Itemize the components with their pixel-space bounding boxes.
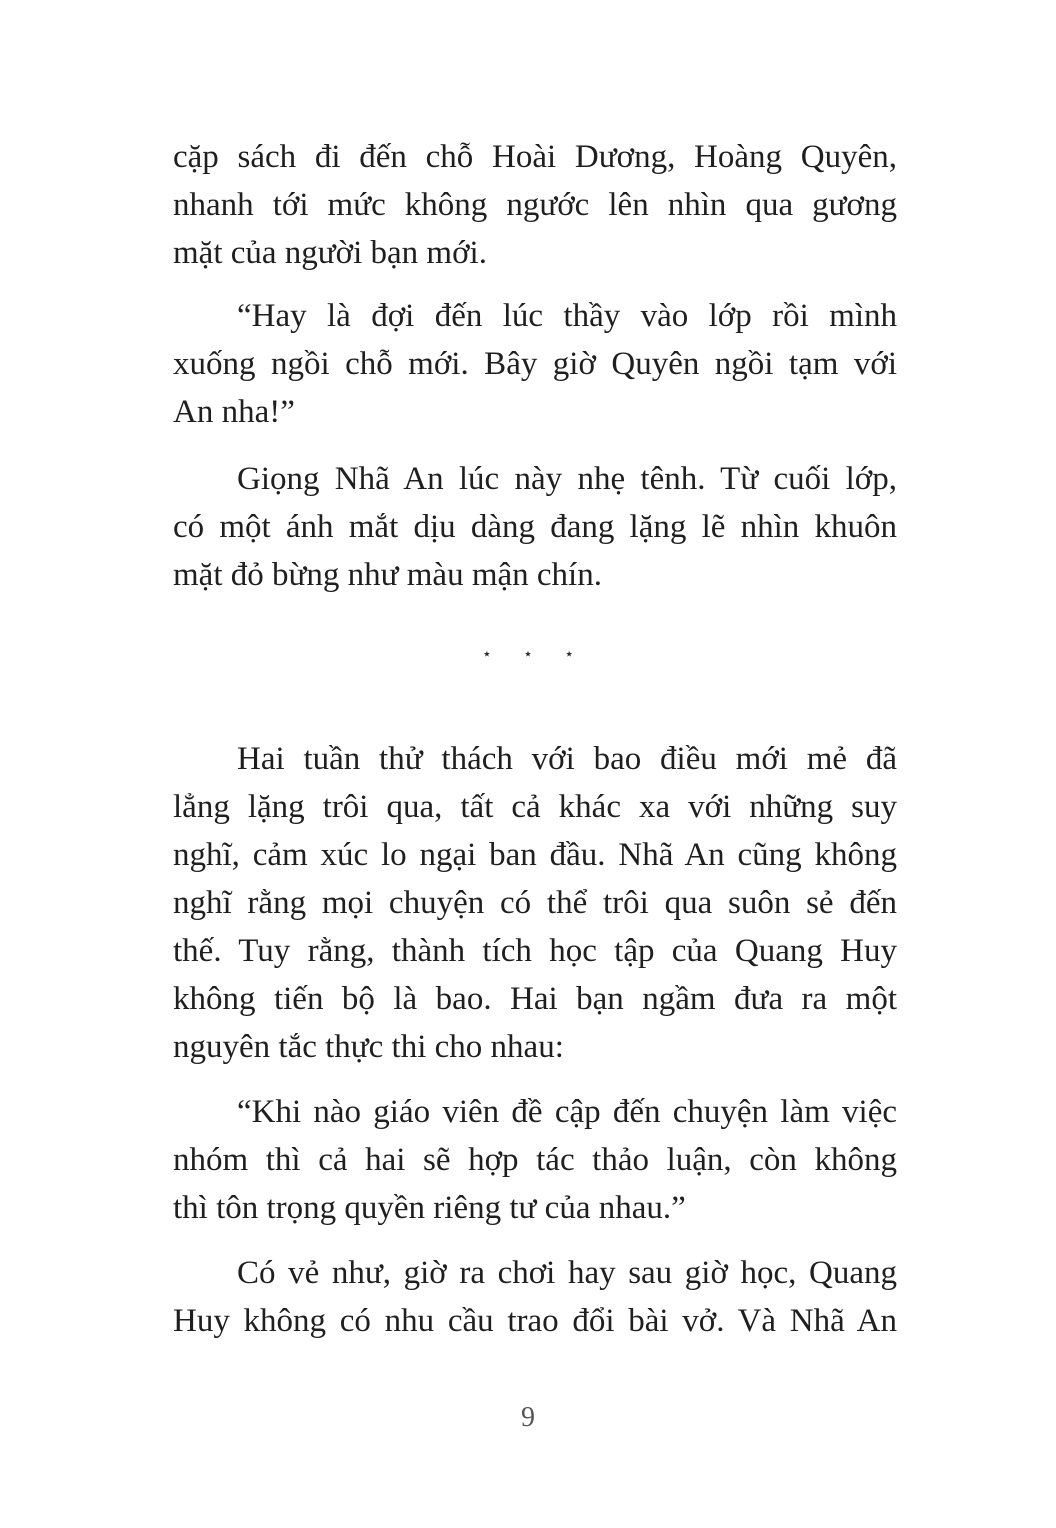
page-number: 9 <box>521 1402 535 1433</box>
section-separator <box>0 644 1056 663</box>
text-line: Có vẻ như, giờ ra chơi hay sau giờ học, Quang <box>237 1255 897 1291</box>
text-line: nghĩ rằng mọi chuyện có thể trôi qua suôn sẻ đến <box>173 885 897 921</box>
text-line: nguyên tắc thực thi cho nhau: <box>173 1029 564 1065</box>
text-line: “Hay là đợi đến lúc thầy vào lớp rồi mình <box>237 298 897 334</box>
text-line: Hai tuần thử thách với bao điều mới mẻ đã <box>237 741 897 777</box>
star-icon: ⋆ <box>522 644 533 663</box>
text-line: xuống ngồi chỗ mới. Bây giờ Quyên ngồi tạm với <box>173 346 897 382</box>
text-line: có một ánh mắt dịu dàng đang lặng lẽ nhìn khuôn <box>173 509 897 545</box>
text-line: thế. Tuy rằng, thành tích học tập của Quang Huy <box>173 933 897 969</box>
text-line: mặt của người bạn mới. <box>173 235 487 271</box>
text-line: nghĩ, cảm xúc lo ngại ban đầu. Nhã An cũng không <box>173 837 897 873</box>
text-line: nhóm thì cả hai sẽ hợp tác thảo luận, còn không <box>173 1142 897 1178</box>
text-line: An nha!” <box>173 394 295 430</box>
text-line: thì tôn trọng quyền riêng tư của nhau.” <box>173 1190 686 1226</box>
text-line: “Khi nào giáo viên đề cập đến chuyện làm việc <box>237 1094 897 1130</box>
text-line: lẳng lặng trôi qua, tất cả khác xa với những suy <box>173 789 897 825</box>
text-line: Huy không có nhu cầu trao đổi bài vở. Và Nhã An <box>173 1303 897 1339</box>
text-line: mặt đỏ bừng như màu mận chín. <box>173 557 602 593</box>
star-icon: ⋆ <box>564 644 575 663</box>
text-line: Giọng Nhã An lúc này nhẹ tênh. Từ cuối lớp, <box>237 461 897 497</box>
star-icon: ⋆ <box>481 644 492 663</box>
text-line: cặp sách đi đến chỗ Hoài Dương, Hoàng Quyên, <box>173 139 897 175</box>
text-line: không tiến bộ là bao. Hai bạn ngầm đưa ra một <box>173 981 897 1017</box>
text-line: nhanh tới mức không ngước lên nhìn qua gương <box>173 187 897 223</box>
